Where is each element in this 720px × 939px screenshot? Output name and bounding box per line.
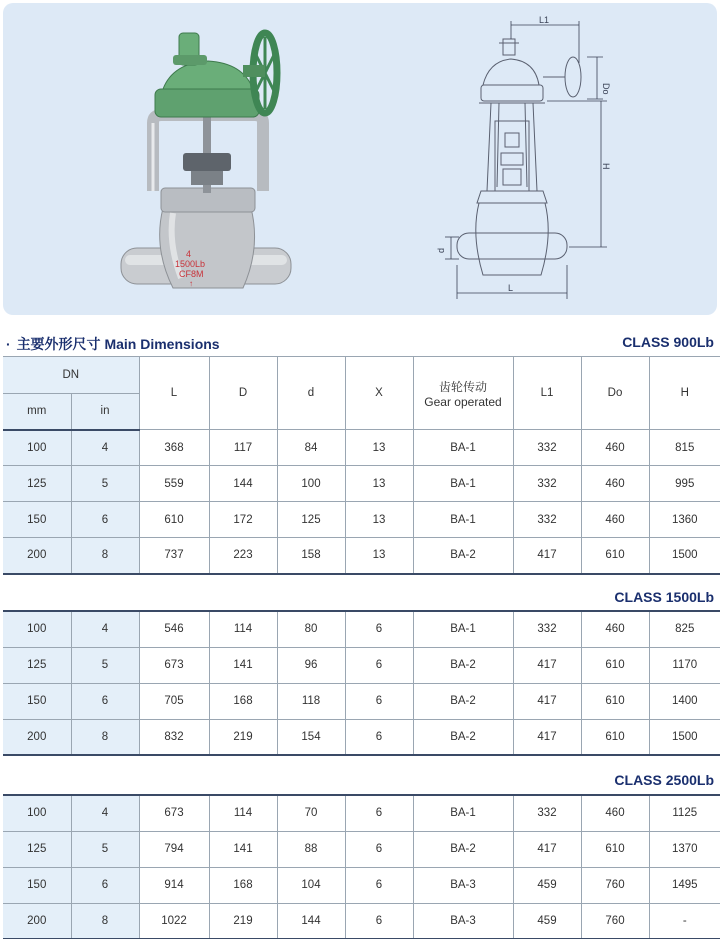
cell-d-lower: 104 (277, 867, 345, 903)
cell-do: 460 (581, 611, 649, 647)
header-mm: mm (3, 394, 71, 430)
cell-l: 914 (139, 867, 209, 903)
cell-h: 1495 (649, 867, 720, 903)
cell-gear: BA-1 (413, 611, 513, 647)
cell-x: 6 (345, 647, 413, 683)
cell-dn-in: 8 (71, 538, 139, 574)
cell-do: 460 (581, 502, 649, 538)
cell-dn-mm: 100 (3, 430, 71, 466)
cell-l1: 417 (513, 719, 581, 755)
cell-h: 995 (649, 466, 720, 502)
cell-do: 610 (581, 831, 649, 867)
cell-d-lower: 144 (277, 903, 345, 939)
cell-h: 1500 (649, 538, 720, 574)
table-header-row (3, 357, 720, 394)
cell-l1: 332 (513, 795, 581, 831)
cell-l: 368 (139, 430, 209, 466)
cell-gear: BA-1 (413, 466, 513, 502)
cell-x: 6 (345, 795, 413, 831)
cell-do: 460 (581, 430, 649, 466)
section-title-cn: 主要外形尺寸 (16, 336, 101, 352)
cell-x: 6 (345, 831, 413, 867)
cell-gear: BA-2 (413, 538, 513, 574)
cell-l: 832 (139, 719, 209, 755)
table-body-class-1500 (3, 611, 720, 755)
cell-gear: BA-3 (413, 903, 513, 939)
valve-photo (121, 33, 291, 288)
cell-h: 1370 (649, 831, 720, 867)
dim-label-d: d (436, 247, 446, 253)
cell-d-lower: 70 (277, 795, 345, 831)
cell-do: 460 (581, 466, 649, 502)
cell-l1: 332 (513, 430, 581, 466)
cell-l1: 417 (513, 831, 581, 867)
cell-l1: 417 (513, 683, 581, 719)
cell-dn-in: 4 (71, 430, 139, 466)
cell-d-lower: 118 (277, 683, 345, 719)
header-gear-en: Gear operated (424, 394, 502, 409)
header-in: in (71, 394, 139, 430)
table-row (3, 719, 720, 755)
header-dn: DN (3, 357, 139, 394)
cell-dn-mm: 200 (3, 719, 71, 755)
class-label-1500: CLASS 1500Lb (614, 589, 714, 605)
cell-do: 760 (581, 867, 649, 903)
dim-label-l1: L1 (539, 15, 550, 25)
cell-l1: 332 (513, 611, 581, 647)
header-gear (413, 357, 513, 430)
cell-dn-mm: 125 (3, 466, 71, 502)
cell-d-upper: 117 (209, 430, 277, 466)
cell-dn-mm: 200 (3, 903, 71, 939)
cell-d-lower: 100 (277, 466, 345, 502)
cell-x: 6 (345, 903, 413, 939)
cell-x: 13 (345, 538, 413, 574)
cell-l1: 332 (513, 502, 581, 538)
cell-dn-in: 6 (71, 502, 139, 538)
header-d-upper: D (209, 357, 277, 430)
table-body-class-900 (3, 430, 720, 574)
cell-d-upper: 219 (209, 719, 277, 755)
cell-l1: 332 (513, 466, 581, 502)
cell-dn-in: 4 (71, 795, 139, 831)
cell-x: 13 (345, 502, 413, 538)
header-l: L (139, 357, 209, 430)
cell-d-lower: 96 (277, 647, 345, 683)
cell-d-upper: 114 (209, 611, 277, 647)
cell-gear: BA-2 (413, 647, 513, 683)
cell-l: 559 (139, 466, 209, 502)
cell-x: 6 (345, 683, 413, 719)
cell-h: 1170 (649, 647, 720, 683)
table-body-class-2500 (3, 795, 720, 939)
class-label-900: CLASS 900Lb (622, 334, 714, 350)
cell-dn-mm: 150 (3, 683, 71, 719)
product-illustration-panel (3, 3, 717, 315)
cell-l: 546 (139, 611, 209, 647)
cell-gear: BA-1 (413, 795, 513, 831)
class-label-2500: CLASS 2500Lb (614, 772, 714, 788)
cell-do: 610 (581, 647, 649, 683)
cell-x: 13 (345, 466, 413, 502)
cell-h: - (649, 903, 720, 939)
cell-h: 1360 (649, 502, 720, 538)
cell-d-upper: 144 (209, 466, 277, 502)
header-x: X (345, 357, 413, 430)
cell-dn-in: 5 (71, 831, 139, 867)
cell-l1: 417 (513, 538, 581, 574)
cell-dn-in: 4 (71, 611, 139, 647)
cell-l: 1022 (139, 903, 209, 939)
cell-h: 1500 (649, 719, 720, 755)
dim-label-do: Do (601, 83, 611, 95)
casting-mark-material: CF8M (179, 269, 204, 279)
casting-mark-flow: ↑ (189, 279, 193, 288)
cell-d-lower: 154 (277, 719, 345, 755)
cell-h: 1125 (649, 795, 720, 831)
table-row (3, 683, 720, 719)
cell-d-upper: 219 (209, 903, 277, 939)
cell-h: 825 (649, 611, 720, 647)
table-row (3, 647, 720, 683)
dim-label-l: L (508, 283, 514, 293)
cell-d-upper: 172 (209, 502, 277, 538)
bullet-dot: · (6, 336, 11, 352)
cell-l: 794 (139, 831, 209, 867)
header-d-lower: d (277, 357, 345, 430)
cell-dn-mm: 125 (3, 831, 71, 867)
cell-dn-mm: 150 (3, 867, 71, 903)
cell-gear: BA-1 (413, 430, 513, 466)
table-row (3, 466, 720, 502)
valve-technical-drawing (445, 21, 607, 299)
cell-l: 737 (139, 538, 209, 574)
header-h: H (649, 357, 720, 430)
dimensions-table-class-900 (3, 356, 720, 575)
cell-l1: 459 (513, 867, 581, 903)
cell-do: 760 (581, 903, 649, 939)
casting-mark-class: 1500Lb (175, 259, 206, 269)
cell-dn-in: 8 (71, 903, 139, 939)
cell-gear: BA-2 (413, 683, 513, 719)
cell-d-lower: 125 (277, 502, 345, 538)
cell-l1: 417 (513, 647, 581, 683)
table-row (3, 795, 720, 831)
valve-illustrations (3, 3, 717, 315)
cell-gear: BA-2 (413, 831, 513, 867)
cell-dn-in: 5 (71, 466, 139, 502)
cell-d-lower: 88 (277, 831, 345, 867)
cell-d-lower: 158 (277, 538, 345, 574)
cell-l: 673 (139, 647, 209, 683)
table-row (3, 903, 720, 939)
cell-gear: BA-3 (413, 867, 513, 903)
header-gear-cn: 齿轮传动 (438, 379, 487, 394)
cell-do: 610 (581, 538, 649, 574)
cell-d-upper: 168 (209, 867, 277, 903)
cell-x: 6 (345, 867, 413, 903)
cell-x: 6 (345, 719, 413, 755)
cell-l: 610 (139, 502, 209, 538)
cell-gear: BA-1 (413, 502, 513, 538)
table-row (3, 867, 720, 903)
cell-d-lower: 84 (277, 430, 345, 466)
section-title-en: Main Dimensions (104, 336, 220, 352)
cell-do: 610 (581, 719, 649, 755)
table-row (3, 430, 720, 466)
header-do: Do (581, 357, 649, 430)
cell-dn-in: 8 (71, 719, 139, 755)
cell-d-lower: 80 (277, 611, 345, 647)
cell-x: 13 (345, 430, 413, 466)
cell-dn-in: 6 (71, 867, 139, 903)
cell-dn-in: 6 (71, 683, 139, 719)
cell-gear: BA-2 (413, 719, 513, 755)
cell-dn-in: 5 (71, 647, 139, 683)
table-row (3, 538, 720, 574)
section-heading (6, 334, 220, 354)
cell-d-upper: 141 (209, 647, 277, 683)
cell-d-upper: 114 (209, 795, 277, 831)
cell-dn-mm: 125 (3, 647, 71, 683)
cell-h: 1400 (649, 683, 720, 719)
cell-l: 705 (139, 683, 209, 719)
cell-do: 610 (581, 683, 649, 719)
cell-d-upper: 141 (209, 831, 277, 867)
table-row (3, 502, 720, 538)
dimensions-table-class-1500 (3, 610, 720, 756)
cell-dn-mm: 100 (3, 795, 71, 831)
header-l1: L1 (513, 357, 581, 430)
cell-d-upper: 223 (209, 538, 277, 574)
table-row (3, 831, 720, 867)
cell-l: 673 (139, 795, 209, 831)
cell-x: 6 (345, 611, 413, 647)
cell-d-upper: 168 (209, 683, 277, 719)
cell-dn-mm: 200 (3, 538, 71, 574)
cell-dn-mm: 150 (3, 502, 71, 538)
cell-l1: 459 (513, 903, 581, 939)
casting-mark-size: 4 (186, 249, 192, 259)
cell-dn-mm: 100 (3, 611, 71, 647)
cell-do: 460 (581, 795, 649, 831)
table-row (3, 611, 720, 647)
dimensions-table-class-2500 (3, 794, 720, 939)
dim-label-h: H (601, 163, 611, 170)
cell-h: 815 (649, 430, 720, 466)
